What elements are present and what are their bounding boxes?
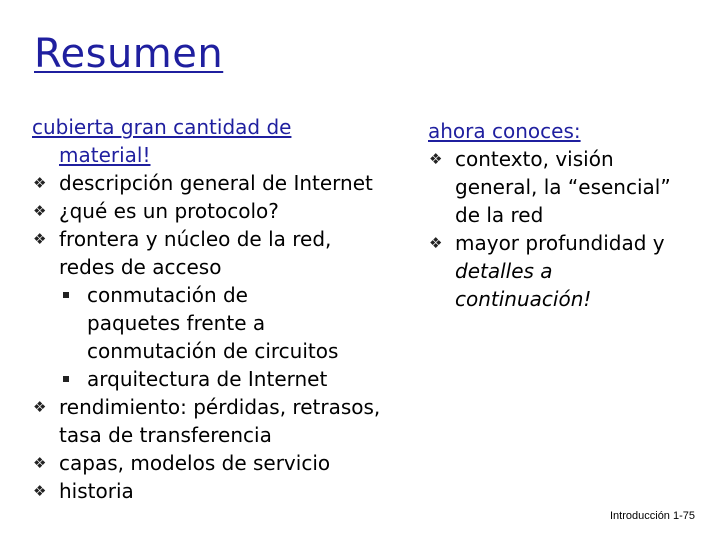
bullet-text: contexto, visión general, la “esencial” de la red (455, 147, 671, 227)
right-column (428, 117, 708, 313)
bullet-item (428, 145, 690, 229)
bullet-text: mayor profundidad y (455, 231, 665, 255)
diamond-bullet-icon: ❖ (429, 234, 443, 252)
diamond-bullet-icon: ❖ (33, 454, 47, 472)
bullet-item (32, 477, 427, 505)
slide-footer: Introducción 1-75 (610, 510, 695, 522)
bullet-text: capas, modelos de servicio (59, 451, 331, 475)
diamond-bullet-icon: ❖ (33, 398, 47, 416)
left-heading-line2: material! (59, 143, 151, 167)
bullet-text: rendimiento: pérdidas, retrasos, tasa de transferencia (59, 395, 381, 447)
bullet-item (32, 169, 427, 197)
right-heading: ahora conoces: (428, 119, 581, 143)
slide-title: Resumen (34, 31, 224, 77)
bullet-item (32, 393, 429, 449)
diamond-bullet-icon: ❖ (33, 202, 47, 220)
bullet-text: historia (59, 479, 134, 503)
left-column (32, 113, 427, 505)
bullet-text: ¿qué es un protocolo? (59, 199, 279, 223)
sub-bullet-item (32, 281, 342, 365)
square-bullet-icon (63, 292, 69, 298)
diamond-bullet-icon: ❖ (33, 482, 47, 500)
bullet-item (428, 229, 695, 313)
diamond-bullet-icon: ❖ (33, 230, 47, 248)
bullet-text-italic: detalles a continuación! (455, 259, 592, 311)
left-heading-line1: cubierta gran cantidad de (32, 115, 292, 139)
sub-bullet-text: conmutación de paquetes frente a conmutación de circuitos (87, 283, 339, 363)
bullet-item (32, 449, 427, 477)
bullet-text: descripción general de Internet (59, 171, 373, 195)
sub-bullet-text: arquitectura de Internet (87, 367, 328, 391)
bullet-item (32, 225, 359, 281)
diamond-bullet-icon: ❖ (429, 150, 443, 168)
bullet-item (32, 197, 427, 225)
bullet-text: frontera y núcleo de la red, redes de acceso (59, 227, 332, 279)
square-bullet-icon (63, 376, 69, 382)
sub-bullet-item (32, 365, 427, 393)
diamond-bullet-icon: ❖ (33, 174, 47, 192)
